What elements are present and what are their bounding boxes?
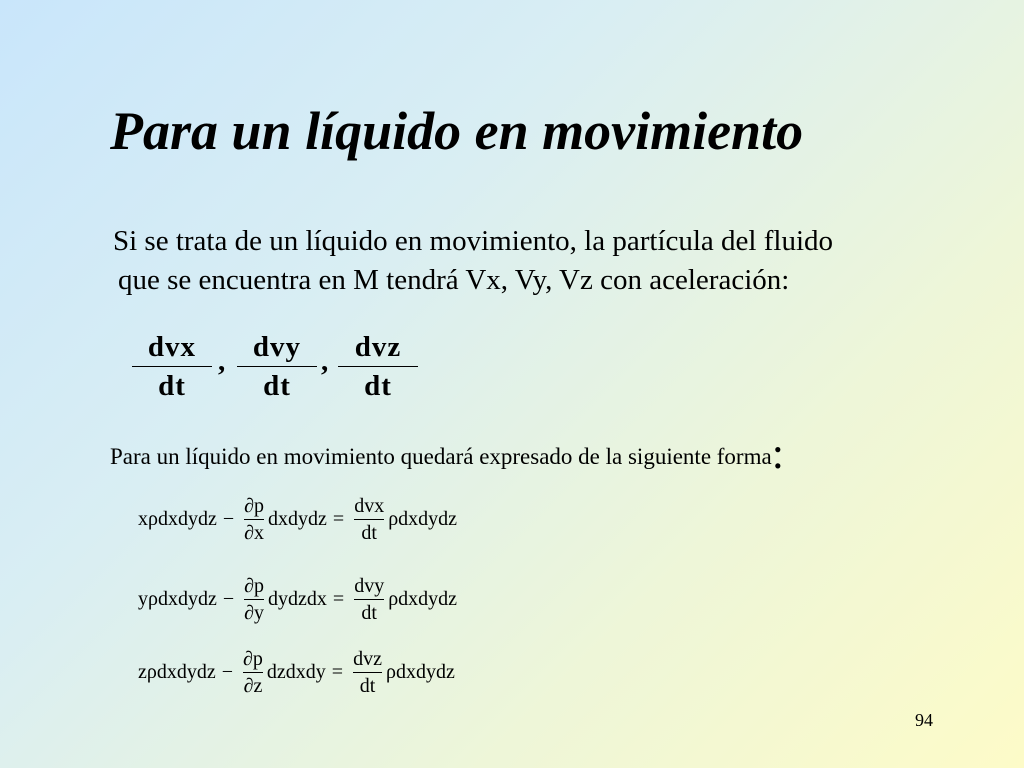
equation-lhs: xρdxdydz: [138, 508, 217, 530]
expression-intro-text: Para un líquido en movimiento quedará expresado de la siguiente forma: [110, 444, 772, 469]
slide-title: Para un líquido en movimiento: [110, 101, 804, 161]
fraction-denominator: dt: [263, 370, 291, 402]
fraction-bar: [354, 519, 384, 520]
pressure-derivative-fraction: [243, 648, 263, 697]
fraction-bar: [132, 366, 212, 367]
fraction-numerator: dvx: [147, 331, 197, 363]
fraction-denominator: ∂y: [244, 602, 265, 624]
pressure-derivative-fraction: [244, 575, 264, 624]
equals-sign: =: [332, 508, 345, 530]
fraction-numerator: ∂p: [244, 495, 265, 517]
equation-middle-term: dxdydz: [268, 508, 327, 530]
fraction-denominator: dt: [359, 675, 376, 697]
expression-intro-line: [110, 424, 784, 478]
equals-sign: =: [331, 661, 344, 683]
acceleration-fraction: [353, 648, 382, 697]
fraction-denominator: ∂z: [243, 675, 263, 697]
fraction-denominator: ∂x: [244, 522, 265, 544]
paragraph-line-1: Si se trata de un líquido en movimiento, la partícula del fluido: [113, 225, 834, 257]
acceleration-x-fraction: [132, 330, 212, 403]
fraction-bar: [244, 519, 264, 520]
acceleration-fraction: [354, 575, 384, 624]
equation-z: [138, 648, 455, 697]
fraction-numerator: ∂p: [243, 648, 263, 670]
fraction-numerator: dvx: [354, 495, 385, 517]
equation-rhs: ρdxdydz: [388, 588, 458, 610]
intro-paragraph: [113, 222, 993, 300]
fraction-denominator: dt: [361, 522, 377, 544]
fraction-numerator: dvz: [354, 331, 402, 363]
fraction-numerator: dvz: [353, 648, 382, 670]
equals-sign: =: [332, 588, 345, 610]
fraction-denominator: dt: [364, 370, 392, 402]
fraction-numerator: dvy: [354, 575, 385, 597]
acceleration-z-fraction: [338, 330, 418, 403]
equation-y: [138, 575, 457, 624]
expression-intro-colon: :: [771, 429, 784, 478]
equation-rhs: ρdxdydz: [385, 661, 455, 683]
separator-comma: ,: [321, 345, 329, 377]
fraction-bar: [354, 599, 384, 600]
paragraph-line-2: que se encuentra en M tendrá Vx, Vy, Vz con aceleración:: [118, 264, 790, 296]
fraction-denominator: dt: [361, 602, 377, 624]
fraction-bar: [237, 366, 317, 367]
equation-rhs: ρdxdydz: [388, 508, 458, 530]
separator-comma: ,: [218, 345, 226, 377]
fraction-bar: [338, 366, 418, 367]
acceleration-fraction: [354, 495, 384, 544]
fraction-numerator: dvy: [252, 331, 302, 363]
equation-middle-term: dzdxdy: [266, 661, 326, 683]
fraction-bar: [243, 672, 263, 673]
fraction-bar: [244, 599, 264, 600]
page-number: 94: [915, 710, 933, 730]
fraction-numerator: ∂p: [244, 575, 265, 597]
acceleration-y-fraction: [237, 330, 317, 403]
pressure-derivative-fraction: [244, 495, 264, 544]
fraction-bar: [353, 672, 382, 673]
equation-middle-term: dydzdx: [268, 588, 327, 610]
fraction-denominator: dt: [158, 370, 186, 402]
minus-sign: −: [222, 588, 235, 610]
minus-sign: −: [222, 508, 235, 530]
equation-lhs: yρdxdydz: [138, 588, 217, 610]
minus-sign: −: [221, 661, 234, 683]
equation-x: [138, 495, 457, 544]
equation-lhs: zρdxdydz: [138, 661, 216, 683]
